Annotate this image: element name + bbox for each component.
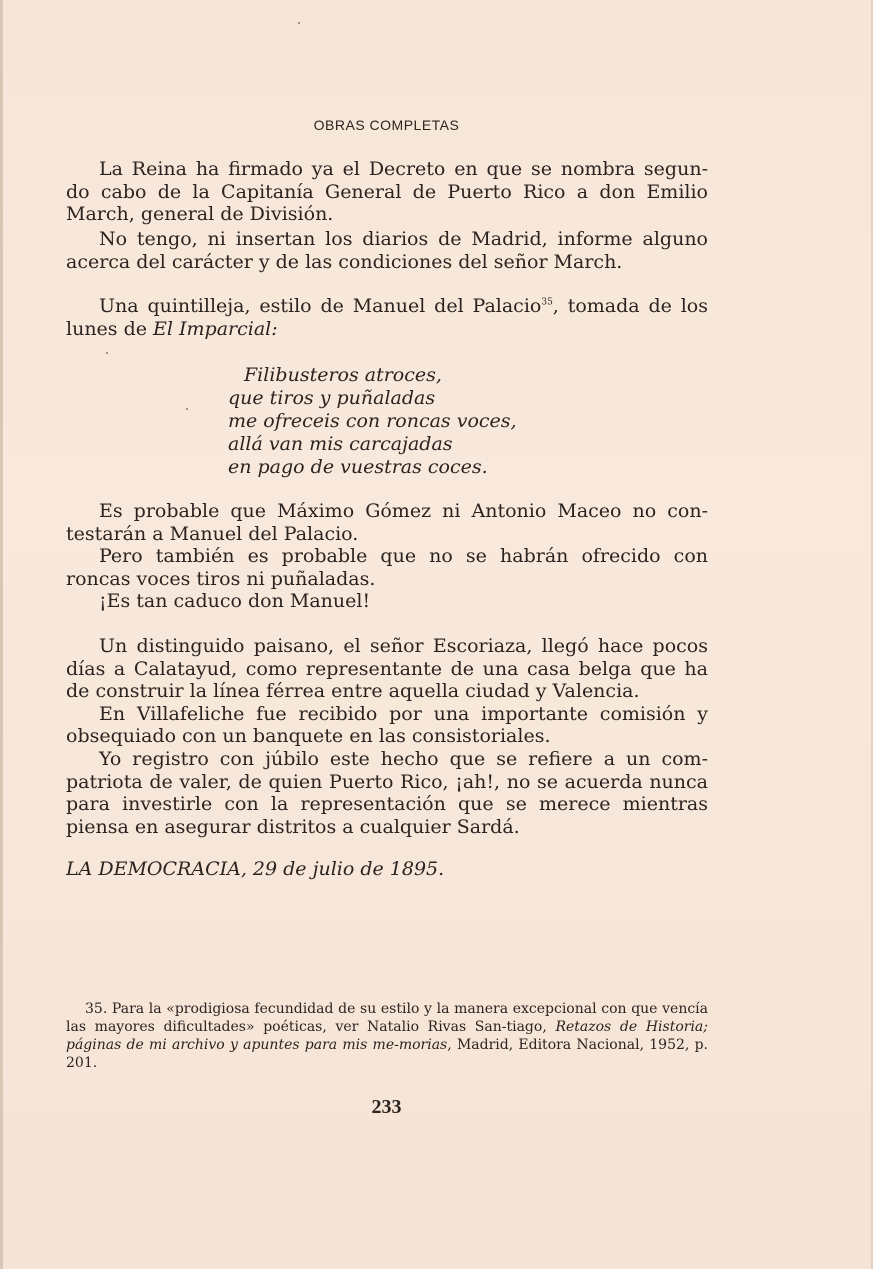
text-run: Una quintilleja, estilo de Manuel del Palacio — [99, 295, 542, 317]
paragraph-no-report — [66, 228, 708, 273]
text-paragraph: ¡Es tan caduco don Manuel! — [99, 590, 371, 613]
text-paragraph: Pero también es probable que no se habrán ofrecido con roncas voces tiros ni puñaladas. — [66, 545, 708, 590]
text-paragraph: Yo registro con júbilo este hecho que se refiere a un com-patriota de valer, de quien Puerto Rico, ¡ah!, no se acuerda nunca para investirle con la representación que se merece mientras piensa en asegurar distritos a cualquier Sardá. — [66, 747, 708, 838]
paragraph-quintilleja — [66, 295, 708, 340]
publication-signature: LA DEMOCRACIA, 29 de julio de 1895. — [66, 858, 445, 880]
paragraph-maceo — [66, 500, 708, 613]
paper-speck — [106, 352, 108, 354]
running-header: OBRAS COMPLETAS — [313, 117, 460, 133]
poem-line: me ofreceis con roncas voces, — [228, 410, 517, 432]
paragraph-decree — [66, 158, 708, 226]
footnote-text: , Madrid, Editora Nacional, 1952, p. 201. — [66, 1037, 708, 1071]
paper-speck — [186, 408, 188, 410]
footnote — [66, 1000, 708, 1072]
text-run: , tomada de los lunes de — [66, 295, 709, 340]
text-paragraph: Un distinguido paisano, el señor Escoriaza, llegó hace pocos días a Calatayud, como representante de una casa belga que ha de construir la línea férrea entre aquella ciudad y Valencia. — [66, 635, 708, 703]
text-paragraph: Es probable que Máximo Gómez ni Antonio Maceo no con-testarán a Manuel del Palacio. — [66, 500, 708, 545]
poem-line: en pago de vuestras coces. — [228, 456, 488, 478]
text-line: March, general de División. — [66, 203, 334, 226]
text-paragraph: En Villafeliche fue recibido por una importante comisión y obsequiado con un banquete en las consistoriales. — [66, 702, 708, 748]
paragraph-escoriaza — [66, 635, 708, 838]
footnote-ref: 35 — [541, 297, 553, 308]
poem-line: allá van mis carcajadas — [228, 433, 453, 455]
text-line: La Reina ha firmado ya el Decreto en que se nombra segun- — [99, 158, 708, 180]
page-number: 233 — [371, 1096, 402, 1118]
text-paragraph — [66, 295, 708, 340]
poem-line: Filibusteros atroces, — [244, 364, 442, 386]
text-paragraph: No tengo, ni insertan los diarios de Madrid, informe alguno acerca del carácter y de las condiciones del señor March. — [66, 228, 708, 273]
book-title: Retazos de Historia; páginas de mi archivo y apuntes para mis me-morias — [66, 1019, 708, 1053]
text-line: do cabo de la Capitanía General de Puerto Rico a don Emilio — [66, 180, 708, 203]
paper-speck — [298, 22, 300, 24]
newspaper-title: El Imparcial: — [153, 317, 278, 340]
footnote-text: 35. Para la «prodigiosa fecundidad de su estilo y la manera excepcional con que vencía las mayores dificultades» poéticas, ver Natalio Rivas San-tiago, — [66, 1001, 708, 1035]
poem-stanza — [228, 364, 517, 479]
poem-line: que tiros y puñaladas — [228, 387, 436, 409]
